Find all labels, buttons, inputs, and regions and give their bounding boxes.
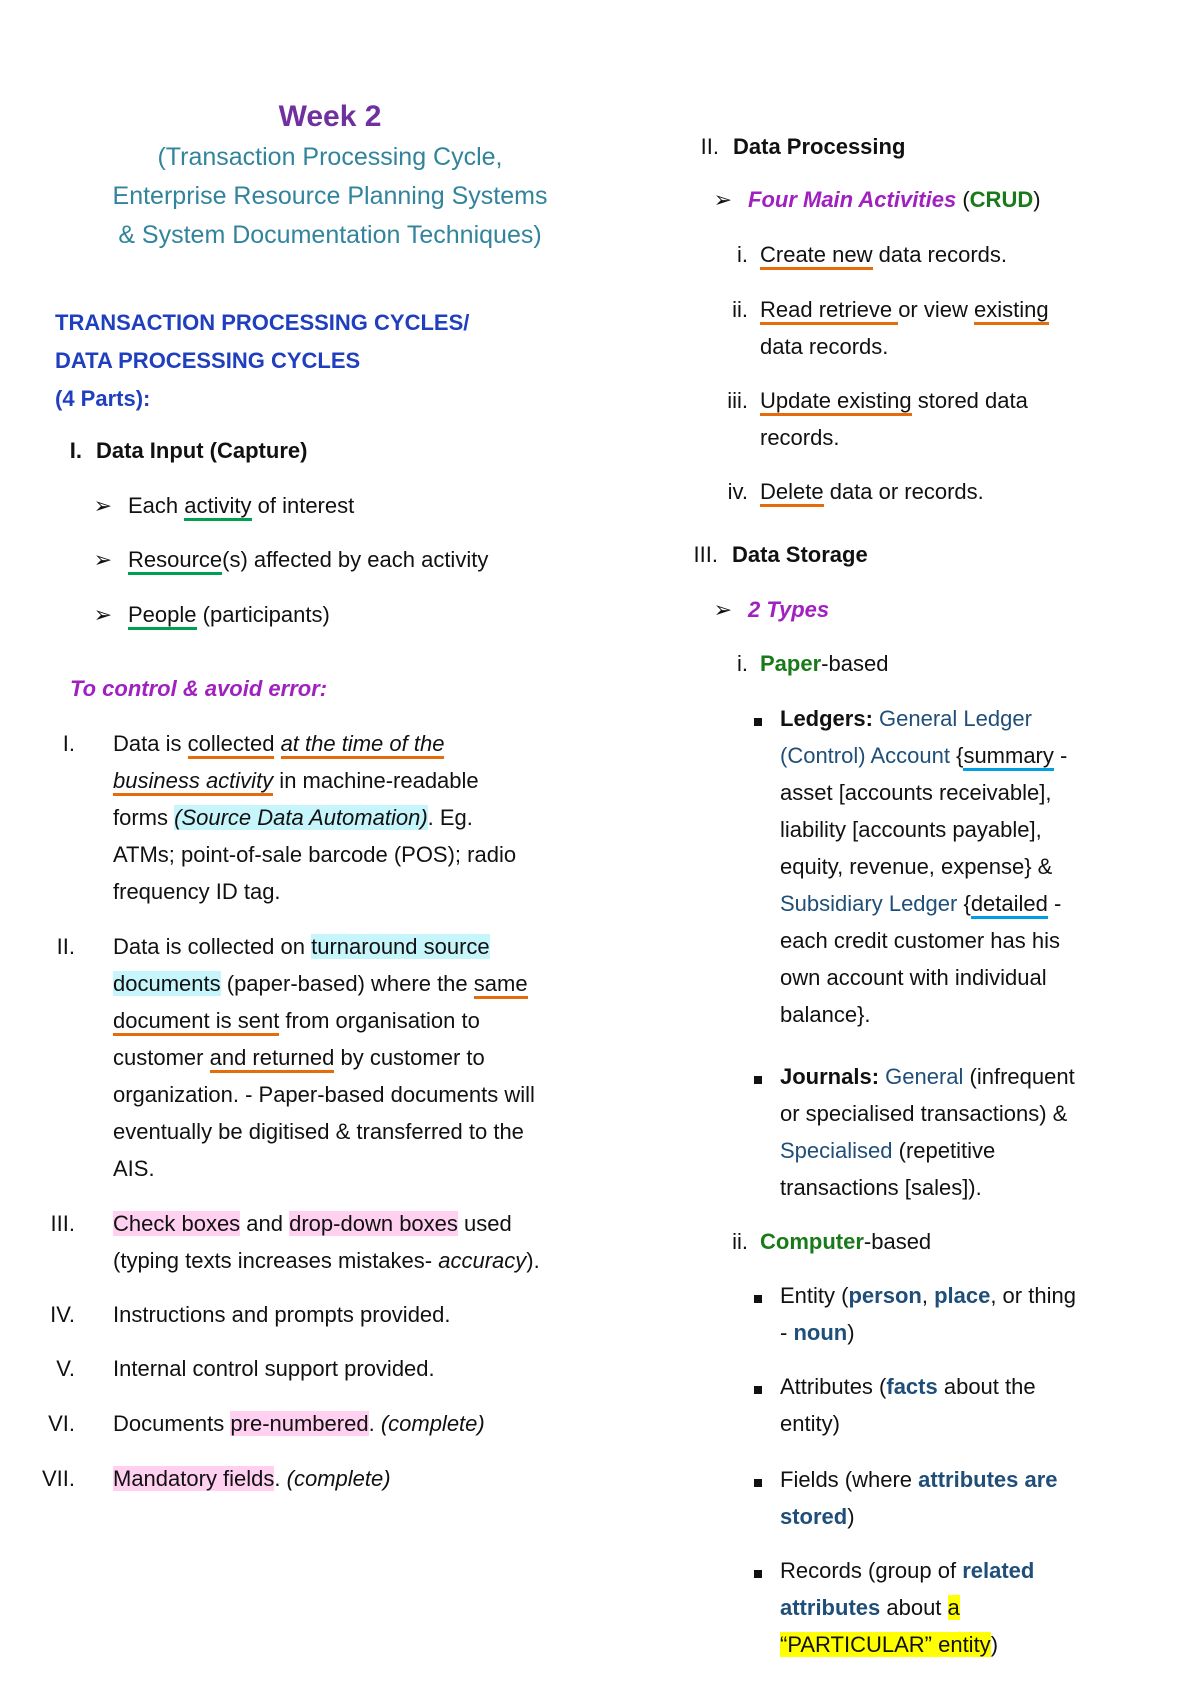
- text-segment: AIS.: [113, 1156, 155, 1181]
- types-line: [710, 591, 829, 628]
- text-segment: (repetitive: [892, 1138, 996, 1163]
- crud-create: [720, 236, 1007, 273]
- control-item-1: [40, 725, 613, 910]
- text-segment: own account with individual: [780, 965, 1047, 990]
- text-segment: ): [990, 1632, 999, 1657]
- page-subtitle-line-2: Enterprise Resource Planning Systems: [112, 182, 548, 210]
- text-segment: noun: [793, 1320, 848, 1345]
- text-segment: .: [368, 1411, 381, 1436]
- text-segment: data records.: [760, 334, 889, 359]
- text-segment: I.: [69, 438, 82, 463]
- text-segment: III.: [50, 1211, 75, 1236]
- text-segment: customer: [113, 1045, 210, 1070]
- text-segment: about: [880, 1595, 948, 1620]
- square-bullet-icon: [754, 1479, 762, 1487]
- journals-item: [752, 1058, 1145, 1206]
- text-segment: person: [848, 1283, 922, 1308]
- text-segment: at the time of the: [281, 731, 445, 759]
- text-segment: , or thing: [990, 1283, 1076, 1308]
- text-segment: stored data: [911, 388, 1028, 413]
- text-segment: in machine-readable: [273, 768, 479, 793]
- text-segment: place: [934, 1283, 991, 1308]
- text-segment: TRANSACTION PROCESSING CYCLES/: [55, 310, 470, 335]
- text-segment: of interest: [251, 493, 355, 518]
- text-segment: Data Input (Capture): [96, 438, 308, 463]
- text-segment: Records (group of: [780, 1558, 963, 1583]
- text-segment: stored: [780, 1504, 848, 1529]
- text-segment: (Source Data Automation): [174, 805, 428, 830]
- text-segment: People: [128, 602, 197, 630]
- square-bullet-icon: [754, 1386, 762, 1394]
- text-segment: ii.: [732, 1229, 748, 1254]
- text-segment: and: [240, 1211, 290, 1236]
- text-segment: turnaround source: [311, 934, 490, 959]
- text-segment: Update existing: [760, 388, 912, 416]
- text-segment: activity: [184, 493, 251, 521]
- text-segment: Delete: [760, 479, 824, 507]
- text-segment: -: [1047, 891, 1062, 916]
- text-segment: V.: [56, 1356, 75, 1381]
- text-segment: transactions [sales]).: [780, 1175, 982, 1200]
- list-item: [90, 596, 330, 633]
- text-segment: (: [956, 187, 970, 212]
- text-segment: I.: [62, 731, 75, 756]
- text-segment: (s) affected by each activity: [222, 547, 489, 572]
- arrow-bullet-icon: ➢: [93, 547, 112, 572]
- text-segment: Attributes (: [780, 1374, 887, 1399]
- text-segment: Subsidiary Ledger: [780, 891, 958, 916]
- text-segment: equity, revenue, expense} &: [780, 854, 1053, 879]
- text-segment: attributes: [780, 1595, 881, 1620]
- text-segment: documents: [113, 971, 221, 996]
- text-segment: drop-down boxes: [289, 1211, 458, 1236]
- text-segment: related: [962, 1558, 1035, 1583]
- text-segment: Data is collected on: [113, 934, 312, 959]
- text-segment: . Eg.: [427, 805, 473, 830]
- text-segment: ).: [526, 1248, 540, 1273]
- text-segment: records.: [760, 425, 840, 450]
- text-segment: Data is: [113, 731, 188, 756]
- text-segment: DATA PROCESSING CYCLES: [55, 348, 361, 373]
- text-segment: ii.: [732, 297, 748, 322]
- text-segment: accuracy: [438, 1248, 527, 1273]
- text-segment: VI.: [48, 1411, 75, 1436]
- text-segment: (paper-based) where the: [220, 971, 474, 996]
- entity-item: [752, 1277, 1145, 1351]
- text-segment: IV.: [50, 1302, 75, 1327]
- paper-based: [720, 645, 888, 682]
- text-segment: Journals:: [780, 1064, 880, 1089]
- list-item: [90, 541, 488, 578]
- text-segment: Each: [128, 493, 185, 518]
- text-segment: [274, 731, 280, 756]
- text-segment: forms: [113, 805, 175, 830]
- records-item: [752, 1552, 1145, 1663]
- text-segment: i.: [737, 651, 748, 676]
- page-subtitle-line-3: & System Documentation Techniques): [118, 221, 542, 249]
- text-segment: and returned: [210, 1045, 335, 1073]
- text-segment: iii.: [727, 388, 748, 413]
- text-segment: II.: [56, 934, 75, 959]
- text-segment: ): [1033, 187, 1041, 212]
- text-segment: Ledgers:: [780, 706, 873, 731]
- text-segment: Four Main Activities: [748, 187, 957, 212]
- crud-update: [720, 382, 1028, 456]
- text-segment: or view: [898, 297, 974, 322]
- text-segment: Resource: [128, 547, 222, 575]
- crud-line: [710, 181, 1041, 218]
- text-segment: {: [957, 891, 971, 916]
- text-segment: CRUD: [969, 187, 1034, 212]
- text-segment: -: [1053, 743, 1068, 768]
- text-segment: {: [949, 743, 964, 768]
- text-segment: (4 Parts):: [55, 386, 151, 411]
- text-segment: existing: [974, 297, 1049, 325]
- text-segment: eventually be digitised & transferred to the: [113, 1119, 524, 1144]
- text-segment: (complete): [286, 1466, 391, 1491]
- text-segment: detailed: [971, 891, 1048, 919]
- text-segment: document is sent: [113, 1008, 279, 1036]
- text-segment: iv.: [727, 479, 748, 504]
- square-bullet-icon: [754, 718, 762, 726]
- list-item: [90, 487, 354, 524]
- text-segment: about the: [937, 1374, 1036, 1399]
- square-bullet-icon: [754, 1076, 762, 1084]
- tpc-heading: [55, 304, 469, 418]
- text-segment: Data Storage: [732, 542, 868, 567]
- text-segment: Paper: [760, 651, 822, 676]
- text-segment: ): [847, 1320, 855, 1345]
- text-segment: Fields (where: [780, 1467, 919, 1492]
- square-bullet-icon: [754, 1570, 762, 1578]
- text-segment: by customer to: [334, 1045, 485, 1070]
- text-segment: Data Processing: [733, 134, 906, 159]
- text-segment: each credit customer has his: [780, 928, 1061, 953]
- ledgers-item: [752, 700, 1145, 1033]
- square-bullet-icon: [754, 1295, 762, 1303]
- text-segment: liability [accounts payable],: [780, 817, 1042, 842]
- control-item-2: [40, 928, 623, 1187]
- text-segment: data records.: [872, 242, 1008, 267]
- text-segment: -: [780, 1320, 794, 1345]
- text-segment: Mandatory fields: [113, 1466, 275, 1491]
- text-segment: business activity: [113, 768, 273, 796]
- text-segment: II.: [700, 134, 719, 159]
- section-data-input: [60, 432, 307, 469]
- text-segment: Read retrieve: [760, 297, 898, 325]
- arrow-bullet-icon: ➢: [93, 602, 112, 627]
- control-item-5: [40, 1350, 435, 1387]
- text-segment: Create new: [760, 242, 873, 270]
- text-segment: (participants): [196, 602, 330, 627]
- text-segment: .: [274, 1466, 287, 1491]
- text-segment: pre-numbered: [230, 1411, 369, 1436]
- text-segment: Specialised: [780, 1138, 893, 1163]
- text-segment: (typing texts increases mistakes-: [113, 1248, 439, 1273]
- text-segment: Computer: [760, 1229, 864, 1254]
- arrow-bullet-icon: ➢: [713, 187, 732, 212]
- text-segment: Entity (: [780, 1283, 849, 1308]
- text-segment: III.: [693, 542, 718, 567]
- text-segment: Documents: [113, 1411, 231, 1436]
- text-segment: “PARTICULAR” entity: [780, 1632, 991, 1657]
- text-segment: Instructions and prompts provided.: [113, 1302, 451, 1327]
- arrow-bullet-icon: ➢: [93, 493, 112, 518]
- text-segment: (complete): [380, 1411, 485, 1436]
- control-item-4: [40, 1296, 451, 1333]
- text-segment: (Control) Account: [780, 743, 950, 768]
- computer-based: [720, 1223, 931, 1260]
- left-column: [40, 100, 620, 255]
- text-segment: Check boxes: [113, 1211, 241, 1236]
- control-item-6: [40, 1405, 485, 1442]
- arrow-bullet-icon: ➢: [713, 597, 732, 622]
- control-heading: To control & avoid error:: [70, 676, 328, 701]
- text-segment: attributes are: [918, 1467, 1058, 1492]
- control-item-3: [40, 1205, 623, 1279]
- text-segment: asset [accounts receivable],: [780, 780, 1052, 805]
- text-segment: (infrequent: [963, 1064, 1075, 1089]
- text-segment: used: [457, 1211, 512, 1236]
- text-segment: 2 Types: [748, 597, 830, 622]
- text-segment: frequency ID tag.: [113, 879, 281, 904]
- text-segment: data or records.: [823, 479, 984, 504]
- text-segment: Internal control support provided.: [113, 1356, 435, 1381]
- attributes-item: [752, 1368, 1145, 1442]
- text-segment: collected: [188, 731, 275, 759]
- text-segment: General: [879, 1064, 964, 1089]
- text-segment: i.: [737, 242, 748, 267]
- page-title: Week 2: [278, 100, 382, 133]
- text-segment: ATMs; point-of-sale barcode (POS); radio: [113, 842, 517, 867]
- text-segment: balance}.: [780, 1002, 871, 1027]
- section-data-storage: [690, 536, 868, 573]
- page-subtitle-line-1: (Transaction Processing Cycle,: [157, 143, 503, 171]
- crud-read: [720, 291, 1049, 365]
- text-segment: VII.: [41, 1466, 75, 1491]
- text-segment: summary: [963, 743, 1053, 771]
- text-segment: from organisation to: [279, 1008, 480, 1033]
- text-segment: ): [847, 1504, 855, 1529]
- fields-item: [752, 1461, 1145, 1535]
- text-segment: entity): [780, 1411, 840, 1436]
- text-segment: facts: [886, 1374, 938, 1399]
- text-segment: General Ledger: [872, 706, 1032, 731]
- control-item-7: [40, 1460, 391, 1497]
- crud-delete: [720, 473, 984, 510]
- text-segment: a: [947, 1595, 960, 1620]
- text-segment: -based: [821, 651, 889, 676]
- text-segment: -based: [863, 1229, 932, 1254]
- text-segment: ,: [921, 1283, 935, 1308]
- text-segment: organization. - Paper-based documents will: [113, 1082, 535, 1107]
- text-segment: or specialised transactions) &: [780, 1101, 1068, 1126]
- text-segment: same: [474, 971, 528, 999]
- section-data-processing: [695, 128, 905, 165]
